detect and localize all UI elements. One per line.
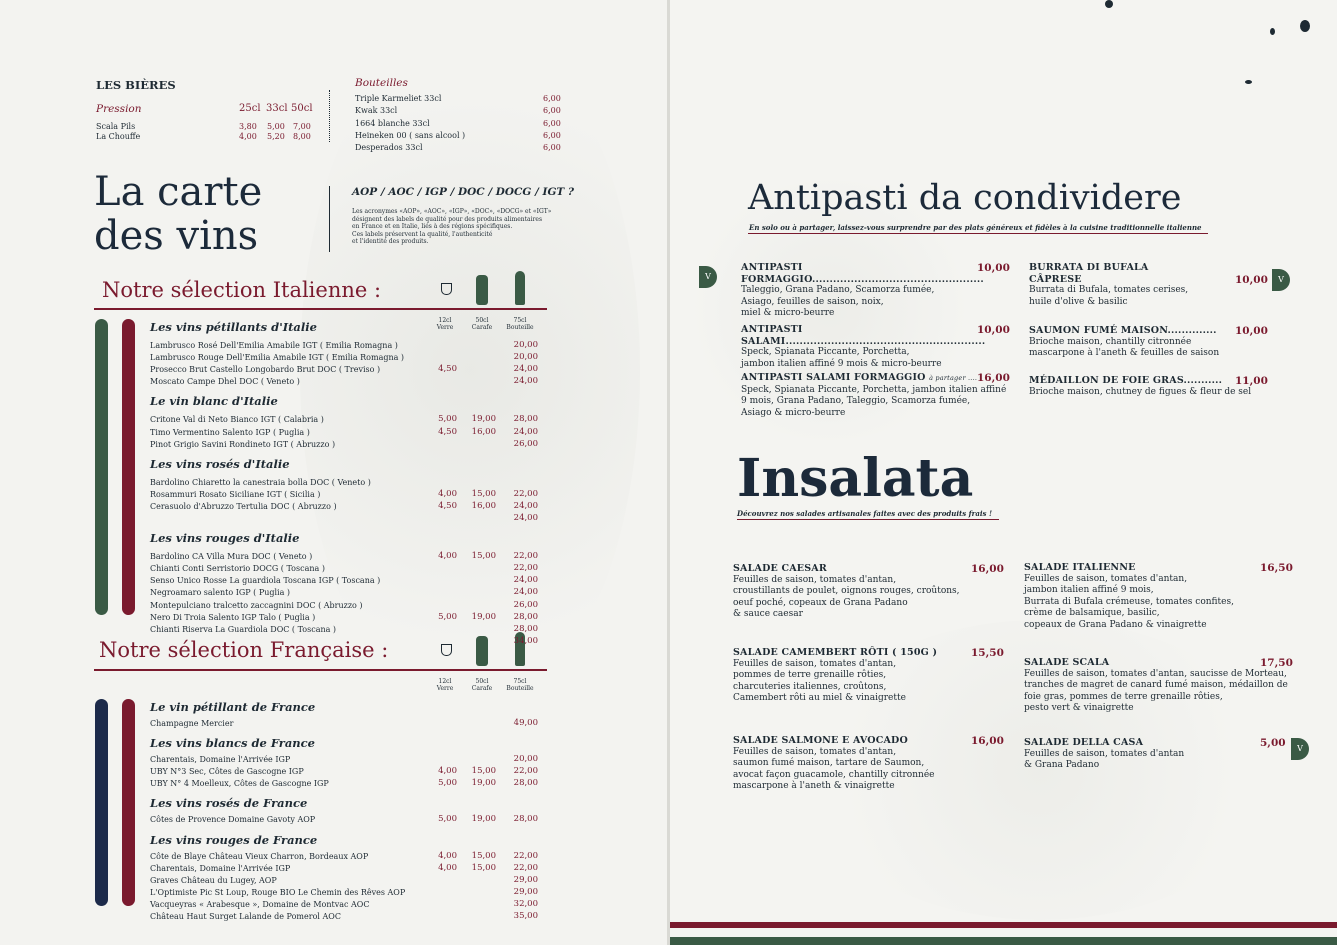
dish-description: Brioche maison, chantilly citronnée	[1029, 336, 1192, 347]
carafe-price: 15,00	[471, 850, 496, 861]
bottle-price: 29,00	[513, 874, 538, 885]
glass-price: 4,50	[438, 426, 457, 437]
title-divider	[329, 186, 330, 252]
bottle-beer-price: 6,00	[543, 143, 561, 153]
draft-price: 7,00	[293, 122, 311, 131]
bottle-column-head	[502, 678, 538, 692]
wine-name: Negroamaro salento IGP ( Puglia )	[150, 588, 291, 598]
glass-price: 4,50	[438, 364, 457, 375]
italian-red-bar	[122, 319, 135, 615]
glass-icon	[441, 644, 452, 656]
dish-description: Camembert rôti au miel & vinaigrette	[733, 693, 906, 703]
bottle-beer-name: Triple Karmeliet 33cl	[355, 94, 442, 103]
size-33: 33cl	[266, 103, 288, 114]
wine-section-title: Le vin pétillant de France	[150, 700, 316, 714]
wine-name: Côtes de Provence Domaine Gavoty AOP	[150, 815, 316, 825]
dish-description: Asiago & micro-beurre	[741, 407, 846, 418]
dish-description: huile d'olive & basilic	[1029, 296, 1128, 307]
bottle-price: 20,00	[513, 352, 538, 363]
column-head-line: 50cl	[475, 317, 489, 324]
wine-name: Rosammuri Rosato Siciliane IGT ( Sicilia )	[150, 489, 321, 499]
dish-name: MÉDAILLON DE FOIE GRAS...........	[1029, 375, 1223, 386]
beer-divider	[329, 90, 330, 142]
dish-description: Feuilles de saison, tomates d'antan,	[733, 658, 897, 669]
carafe-price: 16,00	[471, 500, 496, 511]
bottle-price: 22,00	[513, 563, 538, 574]
dish-price: 10,00	[1235, 274, 1268, 286]
glass-icon	[441, 283, 452, 295]
dish-description: copeaux de Grana Padano & vinaigrette	[1024, 619, 1207, 630]
bottle-price: 35,00	[513, 911, 538, 921]
glass-price: 4,00	[438, 850, 457, 861]
dish-description: pommes de terre grenaille rôties,	[733, 670, 887, 680]
bottle-column-head	[502, 317, 538, 331]
splatter-dot	[1245, 80, 1252, 84]
bottle-price: 24,00	[513, 513, 538, 523]
column-head-line: 75cl	[513, 678, 527, 685]
wine-name: Pinot Grigio Savini Rondineto IGT ( Abruzzo )	[150, 439, 336, 449]
dish-name: SAUMON FUMÉ MAISON..............	[1029, 325, 1217, 336]
splatter-dot	[1270, 28, 1275, 35]
bottle-price: 22,00	[513, 850, 538, 861]
wine-title-line1: La carte	[94, 169, 263, 215]
bottle-beer-name: 1664 blanche 33cl	[355, 118, 430, 128]
dish-description: saumon fumé maison, tartare de Saumon,	[733, 758, 925, 768]
wine-name: Senso Unico Rosse La guardiola Toscana IGP ( Toscana )	[150, 576, 381, 586]
labels-info-line: et l'identité des produits.	[352, 238, 429, 245]
dish-description: & sauce caesar	[733, 609, 803, 619]
dish-description: avocat façon guacamole, chantilly citronnée	[733, 769, 935, 780]
french-section-title: Notre sélection Française :	[99, 638, 389, 662]
wine-name: Timo Vermentino Salento IGP ( Puglia )	[150, 427, 310, 437]
antipasti-title: Antipasti da condividere	[748, 178, 1182, 218]
footer-stripe-red	[670, 922, 1337, 928]
bottle-price: 20,00	[513, 754, 538, 765]
labels-info-title: AOP / AOC / IGP / DOC / DOCG / IGT ?	[352, 186, 575, 198]
carafe-price: 19,00	[471, 611, 496, 622]
insalata-rule	[737, 519, 999, 520]
dish-description: croustillants de poulet, oignons rouges, croûtons,	[733, 586, 960, 596]
dish-description: tranches de magret de canard fumé maison, médaillon de	[1024, 680, 1288, 690]
dish-extra: à partager ....	[929, 374, 978, 382]
bottle-price: 22,00	[513, 488, 538, 499]
dish-description: Burrata di Bufala, tomates cerises,	[1029, 285, 1189, 295]
dish-price: 15,50	[971, 647, 1004, 659]
dish-description: Feuilles de saison, tomates d'antan,	[1024, 573, 1188, 584]
column-head-line: Verre	[436, 324, 454, 331]
bottle-price: 24,00	[513, 376, 538, 387]
draft-price: 3,80	[239, 122, 257, 131]
size-25: 25cl	[239, 103, 261, 114]
dish-price: 16,00	[971, 563, 1004, 575]
dish-price: 10,00	[977, 262, 1010, 274]
bottle-price: 22,00	[513, 551, 538, 562]
size-50: 50cl	[291, 103, 313, 114]
wine-name: Nero Di Troia Salento IGP Talo ( Puglia )	[150, 612, 316, 622]
glass-price: 5,00	[438, 414, 457, 425]
bottle-price: 24,00	[513, 500, 538, 511]
column-head-line: Bouteille	[506, 685, 534, 692]
wine-name: Bardolino CA Villa Mura DOC ( Veneto )	[150, 552, 313, 562]
pression-label: Pression	[96, 103, 142, 115]
carafe-price: 16,00	[471, 426, 496, 437]
bottle-price: 22,00	[513, 766, 538, 777]
wine-section-title: Les vins rosés de France	[150, 796, 308, 811]
french-red-bar	[122, 699, 135, 906]
bottle-price: 28,00	[513, 414, 538, 425]
dish-price: 16,50	[1260, 562, 1293, 574]
dish-description: Feuilles de saison, tomates d'antan,	[733, 574, 897, 585]
vegetarian-badge: V	[1272, 269, 1290, 291]
italian-section-title: Notre sélection Italienne :	[102, 278, 382, 302]
wine-name: Bardolino Chiaretto la canestraia bolla DOC ( Veneto )	[150, 477, 371, 487]
wine-name: UBY N° 4 Moelleux, Côtes de Gascogne IGP	[150, 779, 329, 789]
bottle-beer-price: 6,00	[543, 94, 561, 103]
draft-price: 5,00	[267, 122, 285, 131]
wine-name: Chianti Conti Serristorio DOCG ( Toscana )	[150, 564, 325, 574]
draft-beer-name: La Chouffe	[96, 132, 141, 141]
dish-description: mascarpone à l'aneth & vinaigrette	[733, 781, 895, 791]
wine-section-title: Les vins rouges de France	[150, 832, 318, 847]
bottle-price: 24,00	[513, 364, 538, 375]
labels-info-line: désignent des labels de qualité pour des produits alimentaires	[352, 215, 543, 223]
glass-price: 4,50	[438, 500, 457, 511]
dish-description: foie gras, pommes de terre grenaille rôties,	[1024, 691, 1223, 702]
dish-description: miel & micro-beurre	[741, 308, 835, 318]
antipasti-subtitle: En solo ou à partager, laissez-vous surprendre par des plats généreux et fidèles à la cuisine traditionnelle italienne	[749, 223, 1202, 232]
bottle-price: 34,00	[513, 635, 538, 646]
dish-description: crème de balsamique, basilic,	[1024, 608, 1160, 618]
bottle-beer-name: Desperados 33cl	[355, 143, 423, 153]
wine-name: Vacqueyras « Arabesque », Domaine de Montvac AOC	[150, 899, 370, 909]
bottle-price: 28,00	[513, 814, 538, 825]
dish-price: 5,00	[1260, 737, 1286, 749]
bottle-price: 32,00	[513, 898, 538, 909]
glass-column-head	[427, 678, 463, 692]
splatter-dot	[1300, 20, 1310, 32]
bottle-price: 49,00	[513, 718, 538, 728]
carafe-price: 15,00	[471, 488, 496, 499]
carafe-price: 19,00	[471, 778, 496, 789]
dish-description: Feuilles de saison, tomates d'antan	[1024, 748, 1185, 759]
dish-name-line2: CÂPRESE	[1029, 273, 1082, 285]
dish-name: SALADE CAMEMBERT RÔTI ( 150G )	[733, 647, 938, 658]
dish-description: Brioche maison, chutney de figues & fleur de sel	[1029, 386, 1252, 397]
bottle-price: 28,00	[513, 778, 538, 789]
labels-info-line: en France et en Italie, liés à des régions spécifiques.	[352, 223, 513, 230]
wine-title	[94, 170, 262, 258]
italian-green-bar	[95, 319, 108, 615]
dish-description: Speck, Spianata Piccante, Porchetta, jambon italien affiné	[741, 384, 1007, 395]
draft-price: 8,00	[293, 132, 311, 141]
bottle-price: 24,00	[513, 587, 538, 598]
bottle-icon	[515, 271, 525, 305]
bottle-price: 24,00	[513, 426, 538, 437]
draft-price: 4,00	[239, 132, 257, 141]
carafe-icon	[476, 636, 488, 666]
bottle-price: 28,00	[513, 611, 538, 622]
wine-name: Cerasuolo d'Abruzzo Tertulia DOC ( Abruzzo )	[150, 501, 337, 511]
wine-name: Prosecco Brut Castello Longobardo Brut DOC ( Treviso )	[150, 365, 381, 375]
bottle-beer-price: 6,00	[543, 130, 561, 140]
wine-name: Moscato Campe Dhel DOC ( Veneto )	[150, 377, 300, 387]
dish-description: jambon italien affiné 9 mois & micro-beurre	[741, 358, 942, 369]
dish-price: 11,00	[1235, 375, 1268, 387]
dish-price: 10,00	[977, 324, 1010, 336]
italian-rule	[94, 308, 547, 310]
column-head-line: Carafe	[471, 324, 493, 331]
french-navy-bar	[95, 699, 108, 906]
column-head-line: Verre	[436, 685, 454, 692]
column-head-line: 50cl	[475, 678, 489, 685]
splatter-dot	[1105, 0, 1113, 8]
wine-section-title: Les vins rosés d'Italie	[150, 456, 290, 471]
dish-price: 17,50	[1260, 657, 1293, 669]
dish-description: charcuteries italiennes, croûtons,	[733, 681, 887, 692]
bottle-beer-name: Kwak 33cl	[355, 106, 398, 116]
column-head-line: 12cl	[438, 317, 452, 324]
antipasti-rule	[748, 233, 1208, 234]
carafe-price: 15,00	[471, 766, 496, 777]
bottle-price: 22,00	[513, 862, 538, 873]
dish-description: mascarpone à l'aneth & feuilles de saison	[1029, 348, 1220, 358]
dish-name: SALADE DELLA CASA	[1024, 737, 1144, 748]
glass-price: 4,00	[438, 551, 457, 562]
draft-price: 5,20	[267, 132, 285, 141]
dish-description: 9 mois, Grana Padano, Taleggio, Scamorza fumée,	[741, 396, 971, 406]
wine-name: Champagne Mercier	[150, 719, 234, 728]
french-rule	[94, 669, 547, 671]
dish-description: Speck, Spianata Piccante, Porchetta,	[741, 347, 910, 357]
glass-price: 5,00	[438, 778, 457, 789]
wine-name: Chianti Riserva La Guardiola DOC ( Toscana )	[150, 624, 337, 634]
column-head-line: Carafe	[471, 685, 493, 692]
wine-section-title: Les vins pétillants d'Italie	[150, 320, 317, 334]
wine-name: Château Haut Surget Lalande de Pomerol AOC	[150, 912, 341, 921]
draft-beer-name: Scala Pils	[96, 122, 136, 131]
dish-description: pesto vert & vinaigrette	[1024, 703, 1134, 713]
wine-section-title: Le vin blanc d'Italie	[150, 394, 278, 409]
bottle-beer-price: 6,00	[543, 106, 561, 116]
dish-name: ANTIPASTI SALAMI.........................................................	[741, 324, 986, 347]
glass-column-head	[427, 317, 463, 331]
wine-title-line2: des vins	[94, 213, 259, 259]
glass-price: 4,00	[438, 488, 457, 499]
bottles-label: Bouteilles	[355, 77, 408, 89]
bottle-price: 28,00	[513, 623, 538, 634]
footer-stripe-green	[670, 937, 1337, 945]
dish-name: SALADE SALMONE E AVOCADO	[733, 735, 908, 746]
glass-price: 5,00	[438, 814, 457, 825]
bottle-price: 26,00	[513, 599, 538, 610]
labels-info-text	[352, 208, 551, 246]
dish-description: Burrata di Bufala crémeuse, tomates confites,	[1024, 596, 1234, 607]
vegetarian-badge: V	[1291, 738, 1309, 760]
dish-description: oeuf poché, copeaux de Grana Padano	[733, 597, 908, 608]
carafe-column-head	[464, 678, 500, 692]
bottle-beer-name: Heineken 00 ( sans alcool )	[355, 130, 466, 140]
dish-price: 16,00	[977, 372, 1010, 384]
wine-name: Charentais, Domaine l'Arrivée IGP	[150, 863, 291, 873]
wine-section-title: Les vins rouges d'Italie	[150, 531, 300, 546]
dish-description: Feuilles de saison, tomates d'antan, saucisse de Morteau,	[1024, 668, 1287, 679]
labels-info-line: Les acronymes «AOP», «AOC», «IGP», «DOC», «DOCG» et «IGT»	[352, 208, 552, 215]
bottle-price: 20,00	[513, 340, 538, 350]
carafe-column-head	[464, 317, 500, 331]
wine-name: Lambrusco Rosé Dell'Emilia Amabile IGT ( Emilia Romagna )	[150, 341, 398, 350]
carafe-price: 19,00	[471, 814, 496, 825]
dish-price: 10,00	[1235, 325, 1268, 337]
dish-name: ANTIPASTI SALAMI FORMAGGIO à partager ....	[741, 372, 978, 383]
wine-name: Graves Château du Lugey, AOP	[150, 875, 277, 885]
dish-name: ANTIPASTI FORMAGGIO.................................................	[741, 262, 984, 285]
wine-name: Critone Val di Neto Bianco IGT ( Calabria )	[150, 415, 324, 425]
vegetarian-badge: V	[699, 266, 717, 288]
dish-name: SALADE SCALA	[1024, 657, 1110, 668]
dish-description: jambon italien affiné 9 mois,	[1024, 585, 1154, 595]
column-head-line: 75cl	[513, 317, 527, 324]
bottle-price: 26,00	[513, 438, 538, 449]
dish-price: 16,00	[971, 735, 1004, 747]
wine-name: Côte de Blaye Château Vieux Charron, Bordeaux AOP	[150, 851, 369, 861]
glass-price: 4,00	[438, 766, 457, 777]
wine-name: L'Optimiste Pic St Loup, Rouge BIO Le Chemin des Rêves AOP	[150, 887, 406, 897]
wine-name: Lambrusco Rouge Dell'Emilia Amabile IGT ( Emilia Romagna )	[150, 353, 405, 363]
carafe-price: 19,00	[471, 414, 496, 425]
glass-price: 5,00	[438, 611, 457, 622]
dish-name: BURRATA DI BUFALA	[1029, 262, 1149, 273]
beers-title: LES BIÈRES	[96, 78, 176, 92]
bottle-price: 29,00	[513, 886, 538, 897]
insalata-title: Insalata	[737, 448, 974, 509]
column-head-line: Bouteille	[506, 324, 534, 331]
wine-name: Charentais, Domaine l'Arrivée IGP	[150, 755, 291, 765]
dish-description: & Grana Padano	[1024, 760, 1100, 770]
dish-description: Taleggio, Grana Padano, Scamorza fumée,	[741, 285, 935, 295]
dish-description: Asiago, feuilles de saison, noix,	[741, 296, 884, 307]
glass-price: 4,00	[438, 862, 457, 873]
dish-description: Feuilles de saison, tomates d'antan,	[733, 746, 897, 757]
carafe-price: 15,00	[471, 551, 496, 562]
wine-name: UBY N°3 Sec, Côtes de Gascogne IGP	[150, 767, 304, 777]
bottle-beer-price: 6,00	[543, 118, 561, 128]
dish-name: SALADE CAESAR	[733, 563, 827, 574]
column-head-line: 12cl	[438, 678, 452, 685]
wine-section-title: Les vins blancs de France	[150, 736, 315, 751]
carafe-icon	[476, 275, 488, 305]
dish-name: SALADE ITALIENNE	[1024, 562, 1136, 573]
insalata-subtitle: Découvrez nos salades artisanales faites avec des produits frais !	[737, 509, 993, 518]
wine-name: Montepulciano tralcetto zaccagnini DOC ( Abruzzo )	[150, 600, 363, 610]
carafe-price: 15,00	[471, 862, 496, 873]
labels-info-line: Ces labels préservent la qualité, l'authenticité	[352, 230, 493, 238]
bottle-price: 24,00	[513, 575, 538, 586]
